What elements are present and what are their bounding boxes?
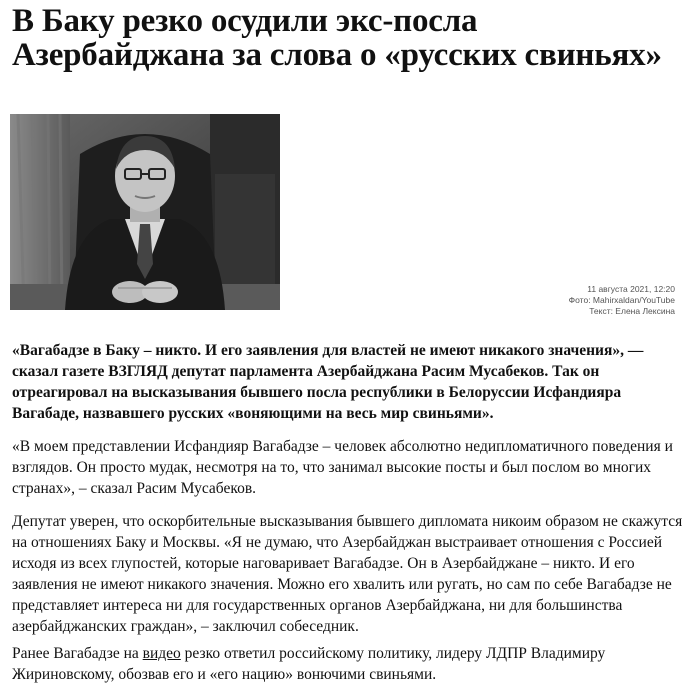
paragraph-text-before-link: Ранее Вагабадзе на [12, 645, 143, 662]
article-paragraph: Депутат уверен, что оскорбительные высказывания бывшего дипломата никоим образом не скажутся на отношениях Баку и Москвы. «Я не думаю, что Азербайджан выстраивает отношения с Россией исходя из всех глупостей, которые наговаривает Вагабадзе. Он в Азербайджане – никто. И его заявления не имеют никакого значения. Можно его хвалить или ругать, но сам по себе Вагабадзе не представляет интереса ни для государственных органов Азербайджана, ни для большинства азербайджанских граждан», – заключил собеседник. [12, 513, 683, 635]
photo-caption [569, 284, 675, 317]
article-date: 11 августа 2021, 12:20 [587, 284, 675, 294]
paragraph-text-after-link: резко ответил российскому политику, лидеру ЛДПР Владимиру Жириновскому, обозвав его и «его нацию» вонючими свиньями. [12, 645, 606, 683]
text-credit: Текст: Елена Лексина [589, 306, 675, 316]
article-paragraph-last [12, 643, 684, 685]
article-lead: «Вагабадзе в Баку – никто. И его заявления для властей не имеют никакого значения», — сказал газете ВЗГЛЯД депутат парламента Азербайджана Расим Мусабеков. Так он отреагировал на высказывания бывшего посла республики в Белоруссии Исфандияра Вагабаде, назвавшего русских «воняющими на весь мир свиньями». [12, 342, 644, 422]
article-title: В Баку резко осудили экс-посла Азербайджана за слова о «русских свиньях» [12, 3, 662, 73]
video-link[interactable]: видео [142, 645, 181, 662]
man-portrait-image [10, 114, 280, 310]
article-paragraph: «В моем представлении Исфандияр Вагабадзе – человек абсолютно недипломатичного поведения и взглядов. Он просто мудак, несмотря на то, что занимал высокие посты и был послом во многих странах», – сказал Расим Мусабеков. [12, 438, 673, 497]
article-photo [10, 114, 280, 310]
photo-credit: Фото: Mahirxaldan/YouTube [568, 295, 675, 305]
